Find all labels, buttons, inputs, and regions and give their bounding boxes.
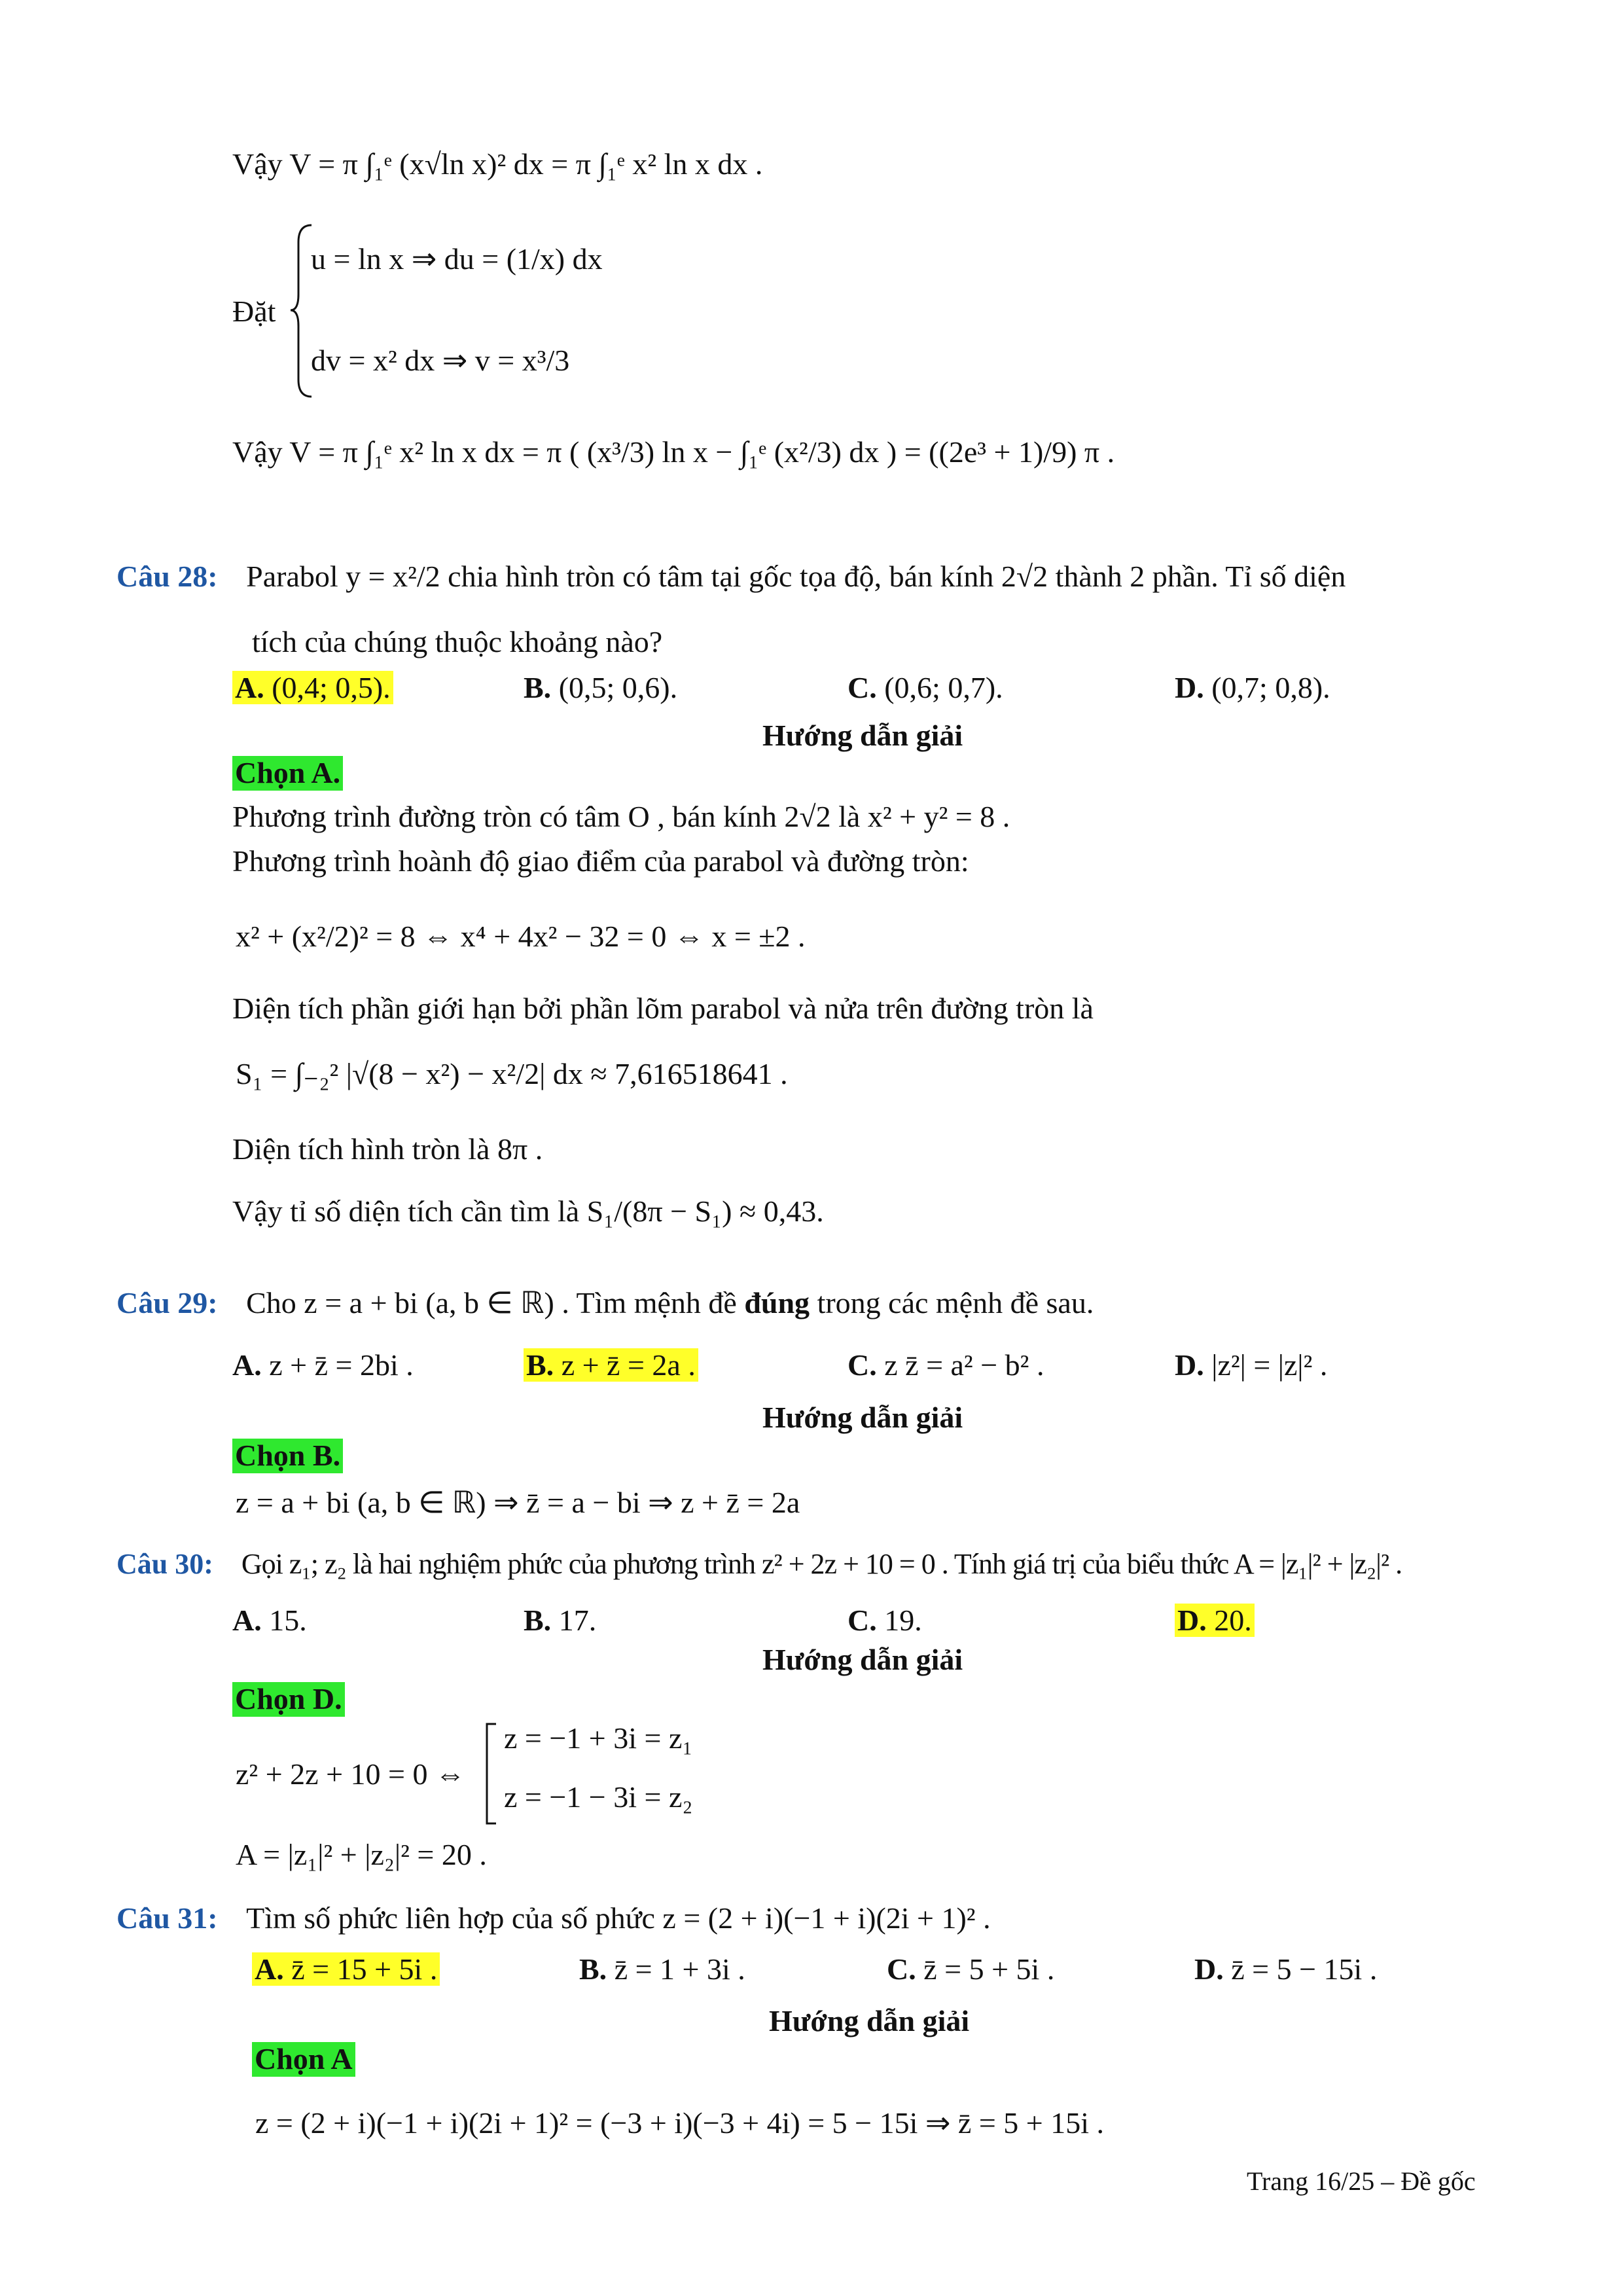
c30-step1: z² + 2z + 10 = 0 ⇔ xyxy=(236,1757,465,1791)
c29-guide-heading: Hướng dẫn giải xyxy=(762,1401,963,1434)
c27-dat: Đặt xyxy=(232,295,276,328)
c29-option-c: C. z z̄ = a² − b² . xyxy=(847,1348,1044,1382)
c28-option-b: B. (0,5; 0,6). xyxy=(524,671,678,704)
c31-guide-heading: Hướng dẫn giải xyxy=(769,2004,970,2037)
c31-option-b: B. z̄ = 1 + 3i . xyxy=(579,1952,745,1986)
c28-answer-badge: Chọn A. xyxy=(232,756,343,791)
c28-question-line1 xyxy=(116,560,1346,594)
c31-option-a: A. z̄ = 15 + 5i . xyxy=(252,1952,440,1987)
page-footer: Trang 16/25 – Đề gốc xyxy=(1247,2166,1476,2196)
c31-question: Câu 31: Tìm số phức liên hợp của số phức z = (2 + i)(−1 + i)(2i + 1)² . xyxy=(116,1901,991,1935)
c29-question: Câu 29: Cho z = a + bi (a, b ∈ ℝ) . Tìm mệnh đề đúng trong các mệnh đề sau. xyxy=(116,1286,1094,1319)
c30-guide-heading: Hướng dẫn giải xyxy=(762,1643,963,1676)
c27-vay2: Vậy V = π ∫₁ᵉ x² ln x dx = π ( (x³/3) ln x − ∫₁ᵉ (x²/3) dx ) = ((2e³ + 1)/9) π . xyxy=(232,435,1115,469)
c30-root1: z = −1 + 3i = z₁ xyxy=(504,1721,693,1755)
c28-step5: S₁ = ∫₋₂² |√(8 − x²) − x²/2| dx ≈ 7,616518641 . xyxy=(236,1057,788,1090)
c30-label: Câu 30: xyxy=(116,1548,213,1580)
c31-label: Câu 31: xyxy=(116,1901,218,1935)
c29-step1: z = a + bi (a, b ∈ ℝ) ⇒ z̄ = a − bi ⇒ z + z̄ = 2a xyxy=(236,1486,800,1519)
c27-brace xyxy=(288,223,314,399)
c28-q1: Parabol y = x²/2 chia hình tròn có tâm tại gốc tọa độ, bán kính 2√2 thành 2 phần. Tỉ số diện xyxy=(246,560,1346,593)
c28-guide-heading: Hướng dẫn giải xyxy=(762,719,963,752)
c27-vay1: Vậy V = π ∫₁ᵉ (x√ln x)² dx = π ∫₁ᵉ x² ln x dx . xyxy=(232,147,763,181)
c29-label: Câu 29: xyxy=(116,1286,218,1319)
c28-step3: x² + (x²/2)² = 8 ⇔ x⁴ + 4x² − 32 = 0 ⇔ x = ±2 . xyxy=(236,920,806,953)
c28-option-c: C. (0,6; 0,7). xyxy=(847,671,1003,704)
c30-root2: z = −1 − 3i = z₂ xyxy=(504,1780,693,1814)
c30-option-b: B. 17. xyxy=(524,1604,597,1637)
c30-option-c: C. 19. xyxy=(847,1604,922,1637)
c30-step2: A = |z₁|² + |z₂|² = 20 . xyxy=(236,1838,487,1871)
c28-step7: Vậy tỉ số diện tích cần tìm là S₁/(8π − S₁) ≈ 0,43. xyxy=(232,1194,824,1228)
c29-option-a: A. z + z̄ = 2bi . xyxy=(232,1348,414,1382)
c28-step2: Phương trình hoành độ giao điểm của parabol và đường tròn: xyxy=(232,844,969,878)
c28-label: Câu 28: xyxy=(116,560,218,593)
c28-step1: Phương trình đường tròn có tâm O , bán kính 2√2 là x² + y² = 8 . xyxy=(232,800,1010,833)
c30-answer-badge: Chọn D. xyxy=(232,1682,345,1717)
c29-option-b: B. z + z̄ = 2a . xyxy=(524,1348,698,1383)
c28-step6: Diện tích hình tròn là 8π . xyxy=(232,1132,543,1166)
c27-sys2: dv = x² dx ⇒ v = x³/3 xyxy=(311,344,570,377)
c27-sys1: u = ln x ⇒ du = (1/x) dx xyxy=(311,242,603,276)
c29-answer-badge: Chọn B. xyxy=(232,1439,343,1473)
c28-option-a: A. (0,4; 0,5). xyxy=(232,671,393,706)
c30-option-a: A. 15. xyxy=(232,1604,307,1637)
c29-option-d: D. |z²| = |z|² . xyxy=(1175,1348,1328,1382)
c31-option-c: C. z̄ = 5 + 5i . xyxy=(887,1952,1055,1986)
c31-option-d: D. z̄ = 5 − 15i . xyxy=(1194,1952,1378,1986)
c28-option-d: D. (0,7; 0,8). xyxy=(1175,671,1330,704)
c28-step4: Diện tích phần giới hạn bởi phần lõm parabol và nửa trên đường tròn là xyxy=(232,992,1094,1025)
c30-option-d: D. 20. xyxy=(1175,1604,1255,1638)
c30-bracket xyxy=(483,1721,499,1826)
c28-question-line2: tích của chúng thuộc khoảng nào? xyxy=(252,625,663,658)
c30-question: Câu 30: Gọi z₁; z₂ là hai nghiệm phức của phương trình z² + 2z + 10 = 0 . Tính giá trị của biểu thức A = |z₁|² + |z₂|² . xyxy=(116,1548,1402,1580)
c31-answer-badge: Chọn A xyxy=(252,2042,355,2077)
c31-step1: z = (2 + i)(−1 + i)(2i + 1)² = (−3 + i)(−3 + 4i) = 5 − 15i ⇒ z̄ = 5 + 15i . xyxy=(255,2106,1105,2140)
